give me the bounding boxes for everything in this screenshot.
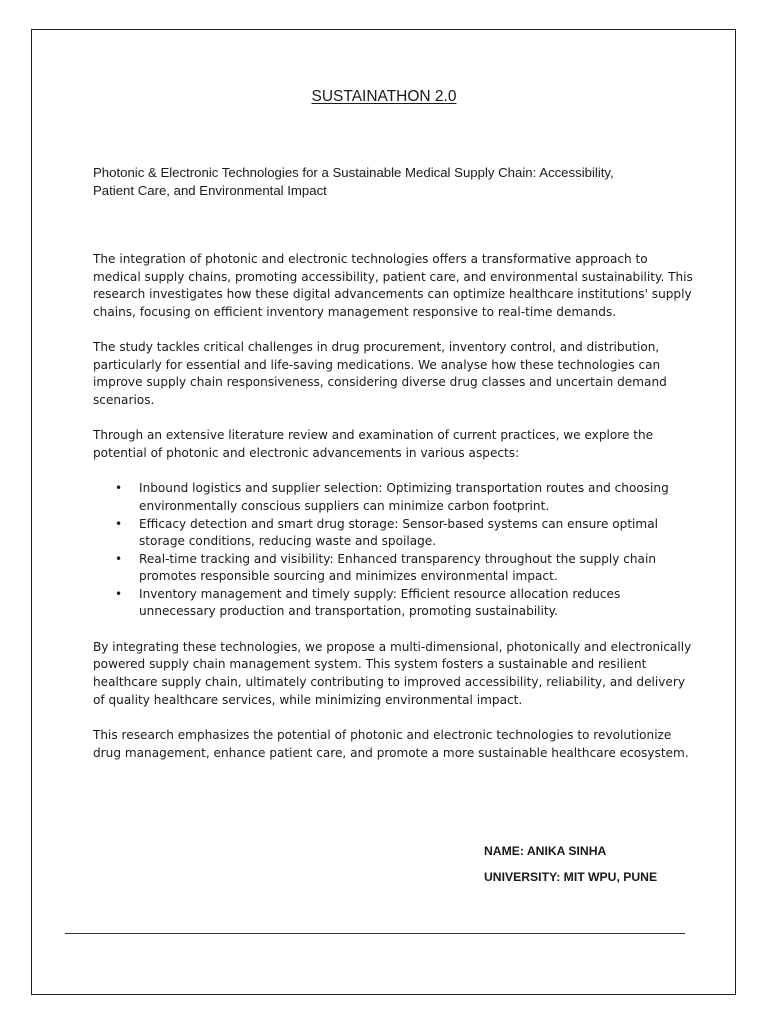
- list-item: • Real-time tracking and visibility: Enhanced transparency throughout the supply chain promotes responsible sourcing and minimizes environmental impact.: [93, 551, 693, 586]
- list-item: • Inventory management and timely supply: Efficient resource allocation reduces unnecessary production and transportation, promoting sustainability.: [93, 586, 693, 621]
- author-signature-block: [484, 843, 657, 895]
- aspects-list: [93, 480, 693, 621]
- footer-divider: [65, 933, 685, 934]
- paragraph-review: Through an extensive literature review and examination of current practices, we explore the potential of photonic and electronic advancements in various aspects:: [93, 428, 654, 460]
- author-name: NAME: ANIKA SINHA: [484, 844, 607, 858]
- author-university: UNIVERSITY: MIT WPU, PUNE: [484, 870, 658, 884]
- document-title: SUSTAINATHON 2.0: [311, 88, 457, 105]
- paragraph-conclusion: This research emphasizes the potential of photonic and electronic technologies to revolutionize drug management, enhance patient care, and promote a more sustainable healthcare ecosystem.: [93, 728, 689, 760]
- document-body: [93, 251, 693, 780]
- subtitle-line-2: Patient Care, and Environmental Impact: [93, 183, 327, 198]
- subtitle-line-1: Photonic & Electronic Technologies for a Sustainable Medical Supply Chain: Accessibility,: [93, 165, 614, 180]
- paragraph-challenges: The study tackles critical challenges in drug procurement, inventory control, and distribution, particularly for essential and life-saving medications. We analyse how these technologies can improve supply chain responsiveness, considering diverse drug classes and uncertain demand scenarios.: [93, 340, 667, 407]
- paragraph-proposal: By integrating these technologies, we propose a multi-dimensional, photonically and electronically powered supply chain management system. This system fosters a sustainable and resilient healthcare supply chain, ultimately contributing to improved accessibility, reliability, and delivery of quality healthcare services, while minimizing environmental impact.: [93, 639, 692, 707]
- document-subtitle: [93, 164, 683, 200]
- list-item: • Efficacy detection and smart drug storage: Sensor-based systems can ensure optimal storage conditions, reducing waste and spoilage.: [93, 516, 693, 551]
- list-item: • Inbound logistics and supplier selection: Optimizing transportation routes and choosing environmentally conscious suppliers can minimize carbon footprint.: [93, 480, 693, 515]
- paragraph-intro: The integration of photonic and electronic technologies offers a transformative approach to medical supply chains, promoting accessibility, patient care, and environmental sustainability. This research investigates how these digital advancements can optimize healthcare institutions' supply chains, focusing on efficient inventory management responsive to real-time demands.: [93, 252, 693, 319]
